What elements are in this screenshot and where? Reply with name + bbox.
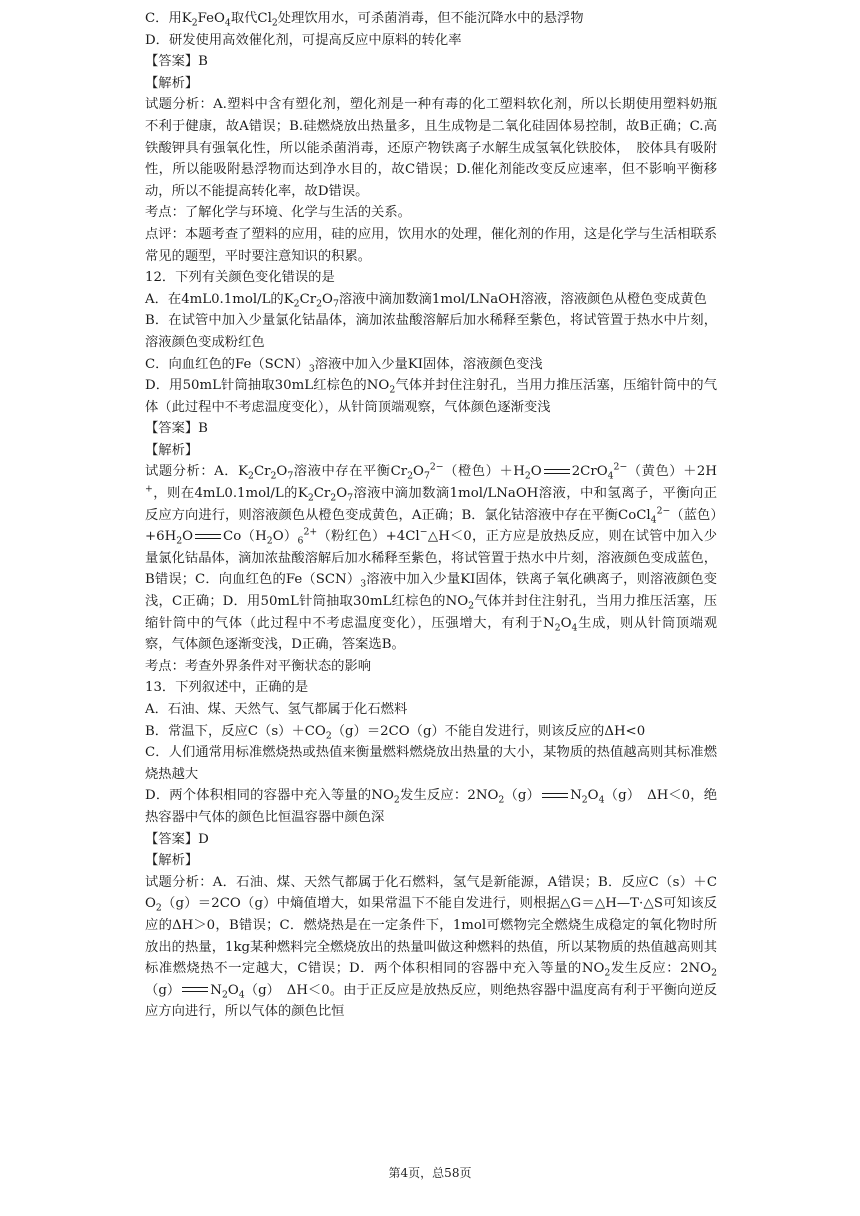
text-line: C．用$K_2FeO_4$取代$Cl_2$处理饮用水，可杀菌消毒，但不能沉降水中的悬浮物 [145, 11, 584, 29]
text-line: 考点：了解化学与环境、化学与生活的关系。 [145, 205, 411, 221]
text-line: D．用50mL针筒抽取30mL红棕色的$NO_2$气体并封住注射孔，当用力推压活塞，压缩针筒中的气体（此过程中不考虑温度变化），从针筒顶端观察，气体颜色逐渐变浅 [145, 378, 717, 415]
text-line: 【解析】 [145, 442, 199, 458]
text-line: 【解析】 [145, 75, 199, 91]
text-line: A．石油、煤、天然气、氢气都属于化石燃料 [145, 702, 408, 717]
text-line: 试题分析：A.塑料中含有塑化剂，塑化剂是一种有毒的化工塑料软化剂，所以长期使用塑料奶瓶不利于健康，故A错误；B.硅燃烧放出热量多，且生成物是二氧化硅固体易控制，故B正确；C.高铁酸钾具有强氧化性，所以能杀菌消毒，还原产物铁离子水解生成氢氧化铁胶体， 胶体具有吸附性，所以能吸附悬浮物而达到净水目的，故C错误；D.催化剂能改变反应速率，但不影响平衡移动，所以不能提高转化率，故D错误。 [145, 97, 717, 199]
text-line: 点评：本题考查了塑料的应用，硅的应用，饮用水的处理，催化剂的作用，这是化学与生活相联系常见的题型，平时要注意知识的积累。 [145, 226, 717, 264]
text-line: C．人们通常用标准燃烧热或热值来衡量燃料燃烧放出热量的大小，某物质的热值越高则其标准燃烧热越大 [145, 745, 717, 782]
text-line: 【答案】B [145, 54, 208, 70]
text-line: 13．下列叙述中，正确的是 [145, 680, 309, 696]
text-line: C．向血红色的$Fe(SCN)_3$溶液中加入少量KI固体，溶液颜色变浅 [145, 356, 543, 375]
page-content [145, 8, 717, 1023]
page-footer: 第4页，总58页 [388, 1166, 472, 1180]
text-line: B．常温下，反应$C(s)+CO_2(g)=2CO(g)$不能自发进行，则该反应的ΔH<0 [145, 723, 646, 742]
text-line: 12．下列有关颜色变化错误的是 [145, 270, 335, 286]
text-line: 试题分析：A．石油、煤、天然气都属于化石燃料，氢气是新能源，A错误；B．反应$C(s)+CO_2(g)=2CO(g)$中熵值增大，如果常温下不能自发进行，则根据△G＝△H—T·△S可知该反应的ΔH＞0，B错误；C．燃烧热是在一定条件下，1mol可燃物完全燃烧生成稳定的氧化物时所放出的热量，1kg某种燃料完全燃烧放出的热量叫做这种燃料的热值，所以某物质的热值越高则其标准燃烧热不一定越大，C错误；D．两个体积相同的容器中充入等量的$NO_2$发生反应：$2NO_2(g)$ $N_2O_4(g)$ ΔH＜0。由于正反应是放热反应，则绝热容器中温度高有利于平衡向逆反应方向进行，所以气体的颜色比恒 [145, 874, 718, 1020]
text-line: B．在试管中加入少量氯化钴晶体，滴加浓盐酸溶解后加水稀释至紫色，将试管置于热水中片刻，溶液颜色变成粉红色 [145, 313, 717, 350]
text-line: 【答案】B [145, 421, 208, 437]
text-line: 【答案】D [145, 831, 209, 847]
text-line: 考点：考查外界条件对平衡状态的影响 [145, 658, 372, 674]
text-line: A．在4mL0.1mol/L的$K_2Cr_2O_7$溶液中滴加数滴1mol/LNaOH溶液，溶液颜色从橙色变成黄色 [145, 291, 707, 310]
text-line: 【解析】 [145, 853, 199, 869]
text-line: D．研发使用高效催化剂，可提高反应中原料的转化率 [145, 32, 462, 48]
text-line: 试题分析：A．$K_2Cr_2O_7$溶液中存在平衡$Cr_2O_7^{2-}$（橙色）$+H_2O$ 2CrO$_4^{2-}$（黄色）＋2H+，则在4mL0.1mol/L的$K_2Cr_2O_7$溶液中滴加数滴1mol/LNaOH溶液，中和氢离子，平衡向正反应方向进行，则溶液颜色从橙色变成黄色，A正确；B．氯化钴溶液中存在平衡CoCl$_4^{2-}$（蓝色）$+6H_2O$ $Co(H_2O)_6^{2+}$（粉红色）+4Cl−△H＜0，正方应是放热反应，则在试管中加入少量氯化钴晶体，滴加浓盐酸溶解后加水稀释至紫色，将试管置于热水中片刻，溶液颜色变成蓝色，B错误；C．向血红色的$Fe(SCN)_3$溶液中加入少量KI固体，铁离子氧化碘离子，则溶液颜色变浅，C正确；D．用50mL针筒抽取30mL红棕色的$NO_2$气体并封住注射孔，当用力推压活塞，压缩针筒中的气体（此过程中不考虑温度变化），压强增大，有利于$N_2O_4$生成，则从针筒顶端观察，气体颜色逐渐变浅，D正确，答案选B。 [145, 462, 718, 653]
text-line: D．两个体积相同的容器中充入等量的$NO_2$发生反应：$2NO_2(g)$ $N_2O_4(g)$ ΔH＜0，绝热容器中气体的颜色比恒温容器中颜色深 [145, 788, 718, 825]
